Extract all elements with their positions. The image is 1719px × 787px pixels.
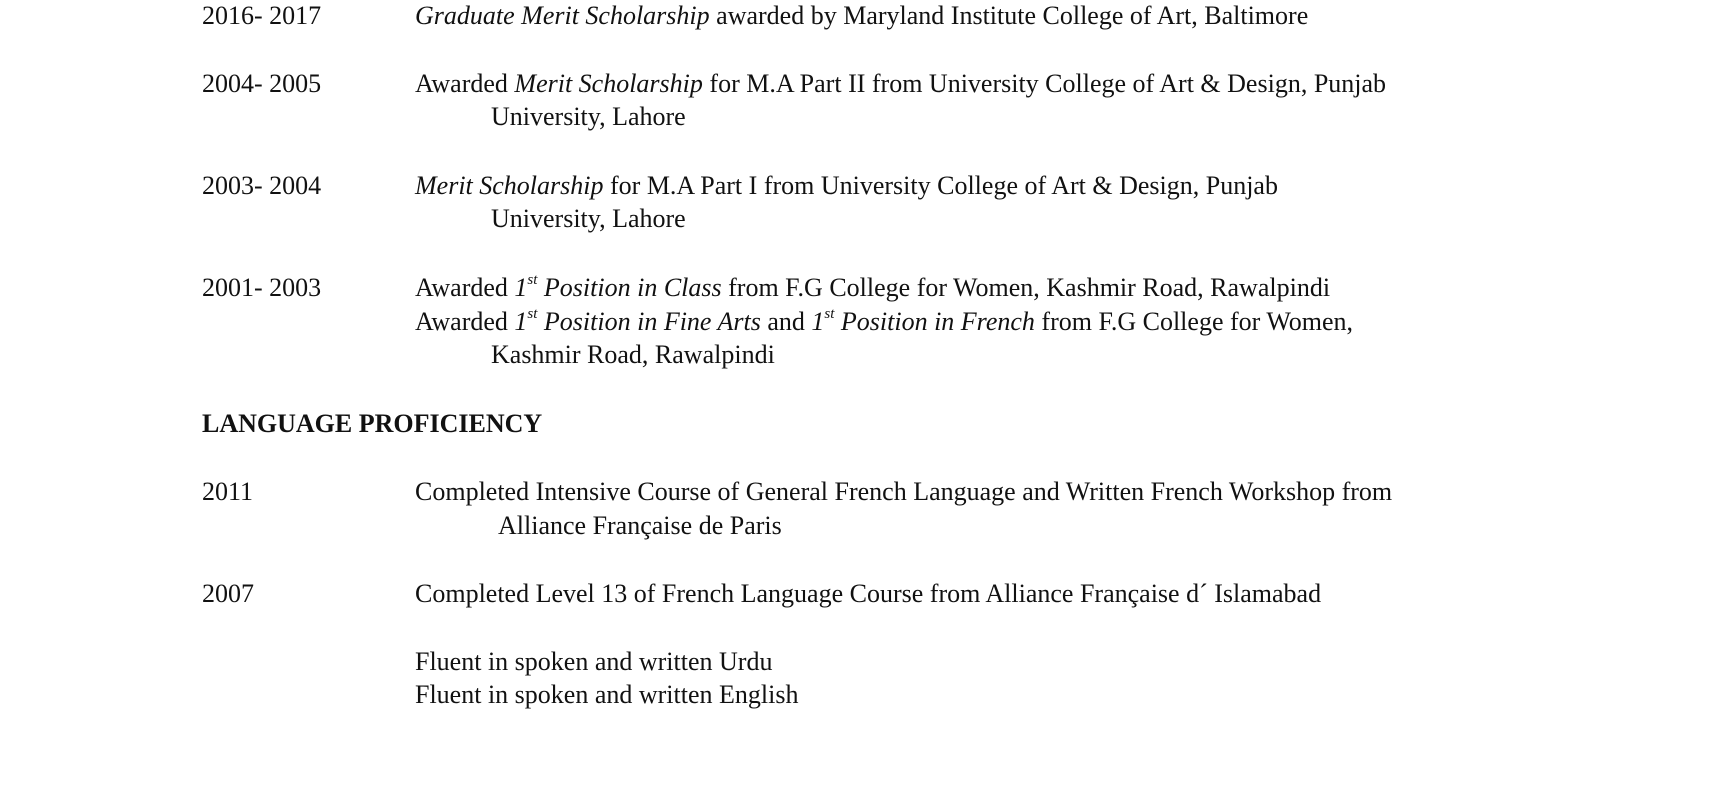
ordinal-suffix: st — [527, 272, 538, 289]
award-title: Merit Scholarship — [514, 69, 703, 98]
award-text: Awarded — [415, 307, 515, 336]
fluency-urdu: Fluent in spoken and written Urdu — [415, 647, 773, 676]
award-year: 2001- 2003 — [202, 273, 322, 302]
language-description: Completed Intensive Course of General French Language and Written French Workshop from — [415, 477, 1393, 506]
award-text: from F.G College for Women, Kashmir Road, Rawalpindi — [721, 273, 1331, 302]
award-text: Awarded — [415, 69, 515, 98]
ordinal-suffix: st — [527, 306, 538, 323]
fluency-english: Fluent in spoken and written English — [415, 680, 799, 709]
award-title — [811, 307, 1035, 336]
award-description-continued: University, Lahore — [491, 102, 686, 131]
award-year: 2003- 2004 — [202, 171, 322, 200]
section-heading-language-proficiency: LANGUAGE PROFICIENCY — [202, 409, 543, 438]
award-title: Merit Scholarship — [415, 171, 604, 200]
award-title-part: Position in Class — [537, 273, 722, 302]
award-text: Awarded — [415, 273, 515, 302]
ordinal-suffix: st — [824, 306, 835, 323]
award-description — [415, 68, 1386, 100]
language-description: Completed Level 13 of French Language Course from Alliance Française d´ Islamabad — [415, 579, 1322, 608]
award-text: from F.G College for Women, — [1034, 307, 1354, 336]
language-description-continued: Alliance Française de Paris — [498, 511, 782, 540]
award-text: and — [760, 307, 812, 336]
language-year: 2011 — [202, 477, 254, 506]
award-title-part: Position in Fine Arts — [537, 307, 761, 336]
award-title — [514, 307, 760, 336]
award-description — [415, 170, 1278, 202]
award-title-part: 1 — [811, 307, 825, 336]
award-year: 2016- 2017 — [202, 1, 322, 30]
award-text: for M.A Part II from University College of Art & Design, Punjab — [702, 69, 1387, 98]
award-text: awarded by Maryland Institute College of Art, Baltimore — [709, 1, 1309, 30]
award-title-part: Position in French — [834, 307, 1035, 336]
award-title-part: 1 — [514, 307, 528, 336]
award-text: for M.A Part I from University College of Art & Design, Punjab — [603, 171, 1278, 200]
award-description — [415, 272, 1330, 304]
award-year: 2004- 2005 — [202, 69, 322, 98]
award-description — [415, 306, 1353, 338]
award-description-continued: Kashmir Road, Rawalpindi — [491, 340, 775, 369]
award-title: Graduate Merit Scholarship — [415, 1, 710, 30]
award-title — [514, 273, 721, 302]
award-title-part: 1 — [514, 273, 528, 302]
award-description-continued: University, Lahore — [491, 204, 686, 233]
language-year: 2007 — [202, 579, 254, 608]
award-description — [415, 0, 1308, 32]
